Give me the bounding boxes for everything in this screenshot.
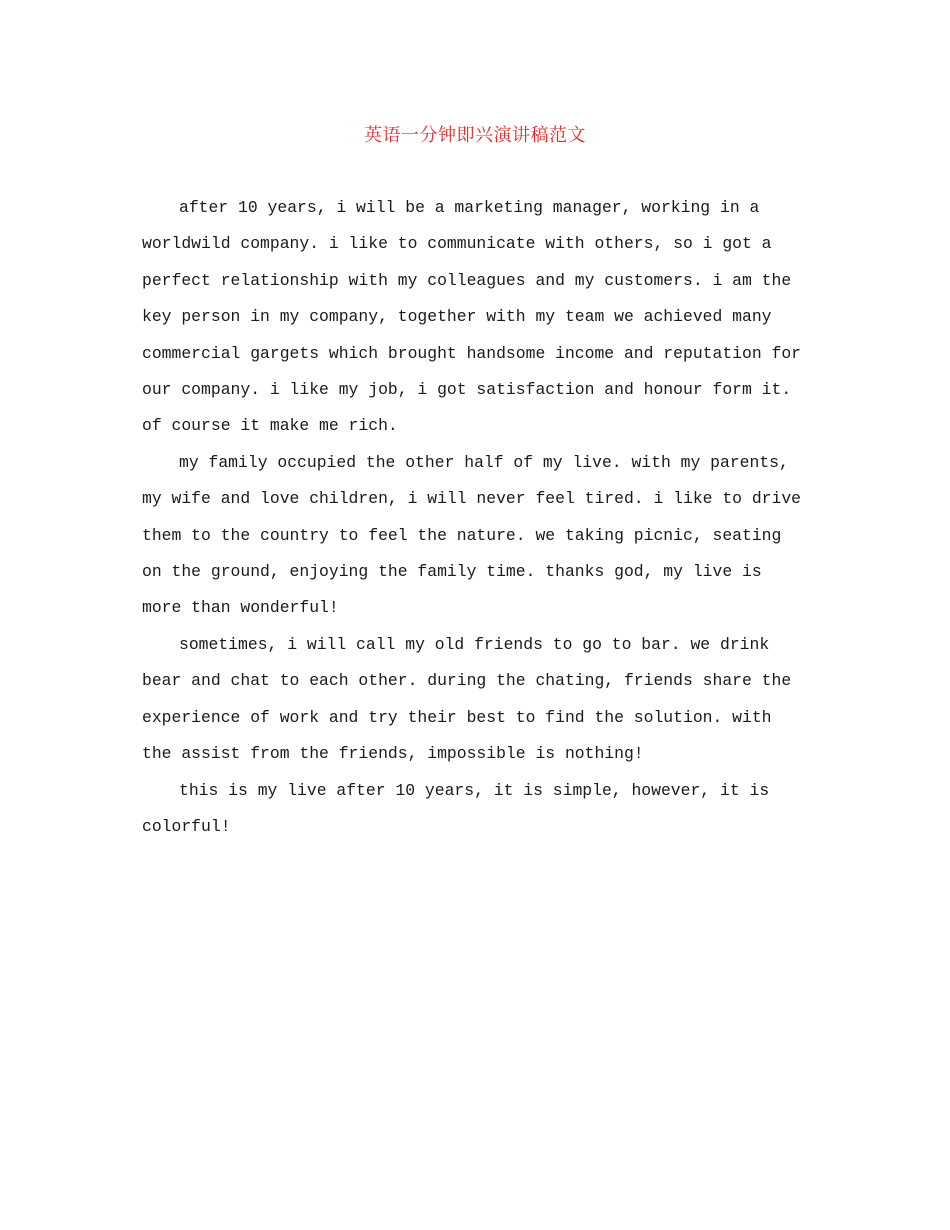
paragraph-1: after 10 years, i will be a marketing manager, working in a worldwild company. i like to communicate with others, so i got a perfect relationship with my colleagues and my customers. i am the key person in my company, together with my team we achieved many commercial gargets which brought handsome income and reputation for our company. i like my job, i got satisfaction and honour form it. of course it make me rich. [142,198,802,436]
paragraph-2: my family occupied the other half of my live. with my parents, my wife and love children, i will never feel tired. i like to drive them to the country to feel the nature. we taking picnic, seating on the ground, enjoying the family time. thanks god, my live is more than wonderful! [142,452,802,618]
paragraph-3: sometimes, i will call my old friends to go to bar. we drink bear and chat to each other. during the chating, friends share the experience of work and try their best to find the solution. with the assist from the friends, impossible is nothing! [142,634,792,764]
document-title: 英语一分钟即兴演讲稿范文 [364,125,586,146]
paragraph-4: this is my live after 10 years, it is simple, however, it is colorful! [142,780,770,836]
document-body [142,190,810,845]
